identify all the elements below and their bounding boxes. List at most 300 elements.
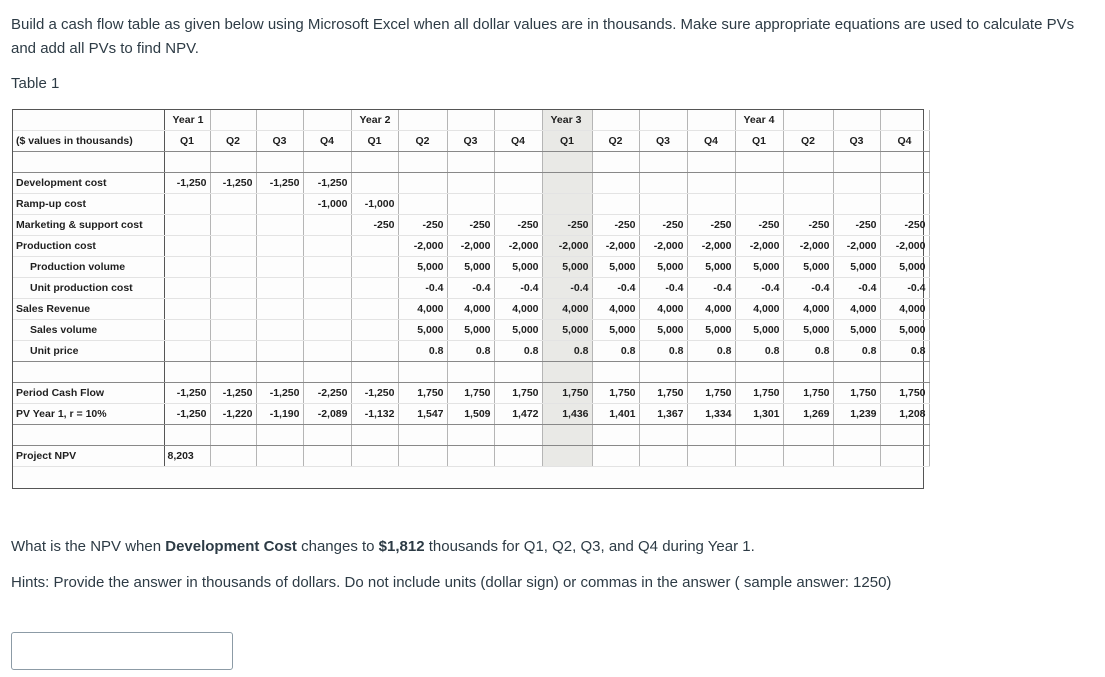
table-cell: 4,000 xyxy=(494,299,542,320)
table-cell xyxy=(880,110,929,131)
table-cell: 1,750 xyxy=(783,383,833,404)
table-cell: 4,000 xyxy=(783,299,833,320)
table-cell xyxy=(210,110,256,131)
table-cell: 5,000 xyxy=(735,320,783,341)
cash-flow-table-image xyxy=(12,109,924,489)
table-cell xyxy=(735,152,783,173)
table-cell xyxy=(833,110,880,131)
question-emphasis: Development Cost xyxy=(165,538,297,555)
table-cell: -2,089 xyxy=(303,404,351,425)
table-cell xyxy=(303,278,351,299)
table-cell: 5,000 xyxy=(398,257,447,278)
table-cell xyxy=(164,215,210,236)
table-cell xyxy=(210,425,256,446)
table-cell: -0.4 xyxy=(447,278,494,299)
question-part: What is the NPV when xyxy=(11,538,166,555)
table-cell: 1,472 xyxy=(494,404,542,425)
table-cell: 0.8 xyxy=(735,341,783,362)
table-cell: 0.8 xyxy=(447,341,494,362)
table-cell xyxy=(880,194,929,215)
table-cell: -2,000 xyxy=(494,236,542,257)
table-cell: -0.4 xyxy=(735,278,783,299)
table-cell xyxy=(256,362,303,383)
table-cell xyxy=(210,215,256,236)
table-cell xyxy=(351,278,398,299)
table-cell xyxy=(687,152,735,173)
table-cell: 0.8 xyxy=(494,341,542,362)
table-cell xyxy=(494,425,542,446)
table-cell: 0.8 xyxy=(833,341,880,362)
table-cell xyxy=(351,425,398,446)
answer-input[interactable] xyxy=(11,632,233,670)
table-cell xyxy=(735,362,783,383)
table-cell: Q2 xyxy=(783,131,833,152)
table-cell: -0.4 xyxy=(639,278,687,299)
table-cell xyxy=(639,110,687,131)
table-cell: Q4 xyxy=(303,131,351,152)
table-cell xyxy=(494,173,542,194)
table-cell xyxy=(833,152,880,173)
table-cell: -2,000 xyxy=(447,236,494,257)
table-cell xyxy=(210,446,256,467)
table-cell xyxy=(164,194,210,215)
table-cell: 0.8 xyxy=(687,341,735,362)
table-cell xyxy=(783,194,833,215)
table-cell xyxy=(256,299,303,320)
table-cell xyxy=(351,299,398,320)
table-cell xyxy=(687,110,735,131)
table-cell: 5,000 xyxy=(494,257,542,278)
table-cell: -250 xyxy=(783,215,833,236)
table-cell: -250 xyxy=(687,215,735,236)
table-cell: Q3 xyxy=(639,131,687,152)
table-cell: -1,190 xyxy=(256,404,303,425)
row-label: Sales Revenue xyxy=(13,299,164,320)
table-row xyxy=(13,236,929,257)
table-cell: -1,250 xyxy=(164,404,210,425)
table-title: Table 1 xyxy=(11,75,60,92)
table-cell: 0.8 xyxy=(639,341,687,362)
table-cell: -0.4 xyxy=(833,278,880,299)
table-cell xyxy=(303,257,351,278)
table-cell xyxy=(880,173,929,194)
table-cell xyxy=(303,152,351,173)
table-cell xyxy=(164,236,210,257)
table-cell: -1,220 xyxy=(210,404,256,425)
table-cell: 1,750 xyxy=(639,383,687,404)
table-cell xyxy=(164,152,210,173)
table-cell: 5,000 xyxy=(592,257,639,278)
table-cell: Q1 xyxy=(164,131,210,152)
table-cell xyxy=(592,425,639,446)
table-cell: -1,132 xyxy=(351,404,398,425)
table-cell: 1,208 xyxy=(880,404,929,425)
table-cell: 0.8 xyxy=(398,341,447,362)
table-cell xyxy=(833,194,880,215)
table-cell: -1,250 xyxy=(164,383,210,404)
table-cell xyxy=(542,152,592,173)
table-cell: Year 2 xyxy=(351,110,398,131)
table-cell: -250 xyxy=(639,215,687,236)
row-label xyxy=(13,425,164,446)
table-cell xyxy=(687,173,735,194)
table-cell xyxy=(164,257,210,278)
table-cell: -2,000 xyxy=(783,236,833,257)
row-label: Production volume xyxy=(13,257,164,278)
table-cell xyxy=(639,446,687,467)
table-cell xyxy=(880,446,929,467)
table-cell xyxy=(351,173,398,194)
table-cell: -1,250 xyxy=(256,383,303,404)
table-cell xyxy=(164,320,210,341)
table-row xyxy=(13,362,929,383)
table-cell xyxy=(303,299,351,320)
table-cell xyxy=(639,425,687,446)
table-cell: Q2 xyxy=(210,131,256,152)
table-cell xyxy=(542,194,592,215)
table-cell xyxy=(164,362,210,383)
table-cell: Q1 xyxy=(542,131,592,152)
table-cell: 5,000 xyxy=(687,320,735,341)
table-cell: -250 xyxy=(542,215,592,236)
table-cell xyxy=(783,362,833,383)
table-cell: -0.4 xyxy=(783,278,833,299)
table-cell: 0.8 xyxy=(880,341,929,362)
row-label: Production cost xyxy=(13,236,164,257)
row-label: Marketing & support cost xyxy=(13,215,164,236)
table-row xyxy=(13,194,929,215)
table-cell xyxy=(303,362,351,383)
question-emphasis: $1,812 xyxy=(378,538,425,555)
table-cell xyxy=(256,341,303,362)
question-part: changes to xyxy=(296,538,379,555)
table-cell: -1,250 xyxy=(303,173,351,194)
table-cell xyxy=(303,425,351,446)
table-cell xyxy=(880,362,929,383)
table-cell xyxy=(256,320,303,341)
table-cell xyxy=(303,320,351,341)
table-cell: 5,000 xyxy=(880,257,929,278)
table-cell: 4,000 xyxy=(542,299,592,320)
table-cell: Q4 xyxy=(880,131,929,152)
table-cell xyxy=(447,110,494,131)
table-cell: 1,750 xyxy=(833,383,880,404)
table-cell xyxy=(783,425,833,446)
table-cell: -1,250 xyxy=(256,173,303,194)
table-cell: -0.4 xyxy=(592,278,639,299)
table-cell: 0.8 xyxy=(592,341,639,362)
table-cell: 1,750 xyxy=(398,383,447,404)
table-cell xyxy=(303,236,351,257)
table-cell xyxy=(494,194,542,215)
table-cell: -1,250 xyxy=(210,383,256,404)
table-cell: Year 3 xyxy=(542,110,592,131)
table-cell: 1,509 xyxy=(447,404,494,425)
table-row xyxy=(13,341,929,362)
table-cell: 5,000 xyxy=(398,320,447,341)
table-cell xyxy=(592,446,639,467)
table-cell xyxy=(735,173,783,194)
table-cell xyxy=(164,425,210,446)
hint-text: Hints: Provide the answer in thousands of dollars. Do not include units (dollar sign) or commas in the answer ( sample answer: 1250) xyxy=(11,574,892,591)
table-cell xyxy=(210,236,256,257)
table-cell: Year 4 xyxy=(735,110,783,131)
table-cell xyxy=(164,278,210,299)
table-cell xyxy=(639,362,687,383)
table-cell xyxy=(592,152,639,173)
table-cell xyxy=(542,173,592,194)
table-cell xyxy=(398,173,447,194)
table-cell: Q2 xyxy=(398,131,447,152)
table-cell xyxy=(256,152,303,173)
table-cell xyxy=(447,362,494,383)
table-cell: 5,000 xyxy=(783,257,833,278)
table-cell: -0.4 xyxy=(687,278,735,299)
table-cell: -2,000 xyxy=(592,236,639,257)
table-cell xyxy=(256,215,303,236)
table-cell: -0.4 xyxy=(398,278,447,299)
row-label: PV Year 1, r = 10% xyxy=(13,404,164,425)
table-cell xyxy=(447,425,494,446)
table-cell: 5,000 xyxy=(833,257,880,278)
table-row xyxy=(13,425,929,446)
table-row xyxy=(13,278,929,299)
table-cell: -250 xyxy=(592,215,639,236)
table-cell: -2,000 xyxy=(542,236,592,257)
table-cell xyxy=(447,194,494,215)
instructions-text: Build a cash flow table as given below using Microsoft Excel when all dollar values are in thousands. Make sure appropriate equations are used to calculate PVs and add all PVs to find NPV. xyxy=(11,16,1075,57)
row-label: Ramp-up cost xyxy=(13,194,164,215)
table-cell: -250 xyxy=(880,215,929,236)
table-cell: 5,000 xyxy=(542,257,592,278)
table-cell: -2,000 xyxy=(880,236,929,257)
table-cell: -1,250 xyxy=(210,173,256,194)
table-cell: Q4 xyxy=(494,131,542,152)
table-cell: 1,367 xyxy=(639,404,687,425)
table-cell: 5,000 xyxy=(542,320,592,341)
table-cell: Q4 xyxy=(687,131,735,152)
table-cell: 5,000 xyxy=(592,320,639,341)
table-cell: 5,000 xyxy=(833,320,880,341)
table-cell: -0.4 xyxy=(542,278,592,299)
table-cell: 1,547 xyxy=(398,404,447,425)
row-label: Sales volume xyxy=(13,320,164,341)
table-cell: 1,750 xyxy=(735,383,783,404)
table-cell xyxy=(398,362,447,383)
table-cell xyxy=(303,341,351,362)
table-cell xyxy=(256,257,303,278)
table-cell: 5,000 xyxy=(639,320,687,341)
table-cell xyxy=(880,152,929,173)
table-cell xyxy=(256,236,303,257)
table-cell xyxy=(210,194,256,215)
table-row xyxy=(13,383,929,404)
table-row xyxy=(13,215,929,236)
table-cell: -1,000 xyxy=(351,194,398,215)
table-cell: Q1 xyxy=(351,131,398,152)
table-cell: Q3 xyxy=(833,131,880,152)
table-cell xyxy=(398,446,447,467)
table-cell xyxy=(833,362,880,383)
table-cell: -1,250 xyxy=(164,173,210,194)
table-cell: 1,269 xyxy=(783,404,833,425)
table-cell: 5,000 xyxy=(447,257,494,278)
table-row xyxy=(13,257,929,278)
table-cell xyxy=(494,446,542,467)
table-cell xyxy=(351,152,398,173)
table-cell: 5,000 xyxy=(447,320,494,341)
table-cell xyxy=(687,362,735,383)
table-cell: 1,334 xyxy=(687,404,735,425)
table-cell xyxy=(256,425,303,446)
table-cell xyxy=(833,446,880,467)
table-cell xyxy=(447,446,494,467)
table-row xyxy=(13,299,929,320)
table-cell xyxy=(639,194,687,215)
table-cell xyxy=(398,425,447,446)
table-cell: -2,000 xyxy=(398,236,447,257)
table-cell xyxy=(351,446,398,467)
table-cell: 1,401 xyxy=(592,404,639,425)
table-cell: 5,000 xyxy=(494,320,542,341)
table-cell xyxy=(592,110,639,131)
table-cell: -2,250 xyxy=(303,383,351,404)
row-label: Development cost xyxy=(13,173,164,194)
row-label xyxy=(13,362,164,383)
row-label: Unit production cost xyxy=(13,278,164,299)
table-cell: 1,750 xyxy=(880,383,929,404)
table-cell: -2,000 xyxy=(735,236,783,257)
table-cell xyxy=(351,236,398,257)
table-cell: 4,000 xyxy=(880,299,929,320)
table-cell: -1,000 xyxy=(303,194,351,215)
table-cell: -250 xyxy=(398,215,447,236)
table-cell xyxy=(210,362,256,383)
table-cell xyxy=(494,152,542,173)
row-label: ($ values in thousands) xyxy=(13,131,164,152)
table-cell xyxy=(687,194,735,215)
table-cell xyxy=(210,341,256,362)
table-cell: 5,000 xyxy=(639,257,687,278)
table-cell: -250 xyxy=(447,215,494,236)
table-cell: 1,436 xyxy=(542,404,592,425)
table-cell xyxy=(494,362,542,383)
table-cell xyxy=(303,110,351,131)
table-cell: 0.8 xyxy=(542,341,592,362)
table-cell xyxy=(398,194,447,215)
table-cell xyxy=(833,173,880,194)
table-cell: 1,239 xyxy=(833,404,880,425)
question-part: thousands for Q1, Q2, Q3, and Q4 during Year 1. xyxy=(424,538,755,555)
table-cell: -1,250 xyxy=(351,383,398,404)
table-cell xyxy=(351,362,398,383)
table-cell xyxy=(592,194,639,215)
table-row xyxy=(13,173,929,194)
table-cell: 4,000 xyxy=(592,299,639,320)
table-cell xyxy=(542,446,592,467)
table-cell: Q1 xyxy=(735,131,783,152)
table-cell xyxy=(256,446,303,467)
row-label xyxy=(13,110,164,131)
cash-flow-table xyxy=(13,110,930,467)
table-cell: 1,750 xyxy=(494,383,542,404)
table-cell xyxy=(256,194,303,215)
table-cell: 0.8 xyxy=(783,341,833,362)
table-cell: 5,000 xyxy=(880,320,929,341)
table-cell xyxy=(735,446,783,467)
question-text xyxy=(11,538,755,555)
table-cell xyxy=(592,362,639,383)
table-cell: 5,000 xyxy=(735,257,783,278)
table-cell xyxy=(303,215,351,236)
table-cell: 8,203 xyxy=(164,446,210,467)
table-cell xyxy=(303,446,351,467)
row-label xyxy=(13,152,164,173)
table-cell: 1,301 xyxy=(735,404,783,425)
table-cell: 4,000 xyxy=(447,299,494,320)
table-cell xyxy=(783,152,833,173)
table-cell xyxy=(256,278,303,299)
table-cell xyxy=(210,257,256,278)
table-cell xyxy=(210,278,256,299)
table-cell: -0.4 xyxy=(494,278,542,299)
table-cell xyxy=(210,152,256,173)
table-cell xyxy=(735,425,783,446)
table-cell: 1,750 xyxy=(592,383,639,404)
table-cell: -250 xyxy=(494,215,542,236)
table-cell xyxy=(592,173,639,194)
table-cell xyxy=(542,362,592,383)
table-row xyxy=(13,131,929,152)
table-cell xyxy=(256,110,303,131)
table-row xyxy=(13,152,929,173)
table-cell xyxy=(210,320,256,341)
table-cell: 4,000 xyxy=(833,299,880,320)
table-cell: 5,000 xyxy=(687,257,735,278)
table-row xyxy=(13,404,929,425)
table-cell xyxy=(783,173,833,194)
table-cell xyxy=(351,257,398,278)
table-cell xyxy=(447,173,494,194)
table-cell xyxy=(639,173,687,194)
table-cell: -2,000 xyxy=(639,236,687,257)
table-cell: -2,000 xyxy=(687,236,735,257)
table-cell: 4,000 xyxy=(639,299,687,320)
table-cell: -250 xyxy=(735,215,783,236)
table-cell xyxy=(164,299,210,320)
table-cell: 4,000 xyxy=(687,299,735,320)
table-cell xyxy=(210,299,256,320)
table-row xyxy=(13,110,929,131)
table-cell: 1,750 xyxy=(687,383,735,404)
row-label: Project NPV xyxy=(13,446,164,467)
row-label: Unit price xyxy=(13,341,164,362)
table-cell xyxy=(447,152,494,173)
table-cell xyxy=(783,110,833,131)
table-cell xyxy=(687,446,735,467)
table-cell xyxy=(639,152,687,173)
table-cell: -0.4 xyxy=(880,278,929,299)
table-cell xyxy=(735,194,783,215)
table-cell: 1,750 xyxy=(542,383,592,404)
table-cell: 5,000 xyxy=(783,320,833,341)
table-cell: Q2 xyxy=(592,131,639,152)
table-cell: -250 xyxy=(833,215,880,236)
row-label: Period Cash Flow xyxy=(13,383,164,404)
table-row xyxy=(13,446,929,467)
table-cell: Q3 xyxy=(256,131,303,152)
table-cell xyxy=(833,425,880,446)
